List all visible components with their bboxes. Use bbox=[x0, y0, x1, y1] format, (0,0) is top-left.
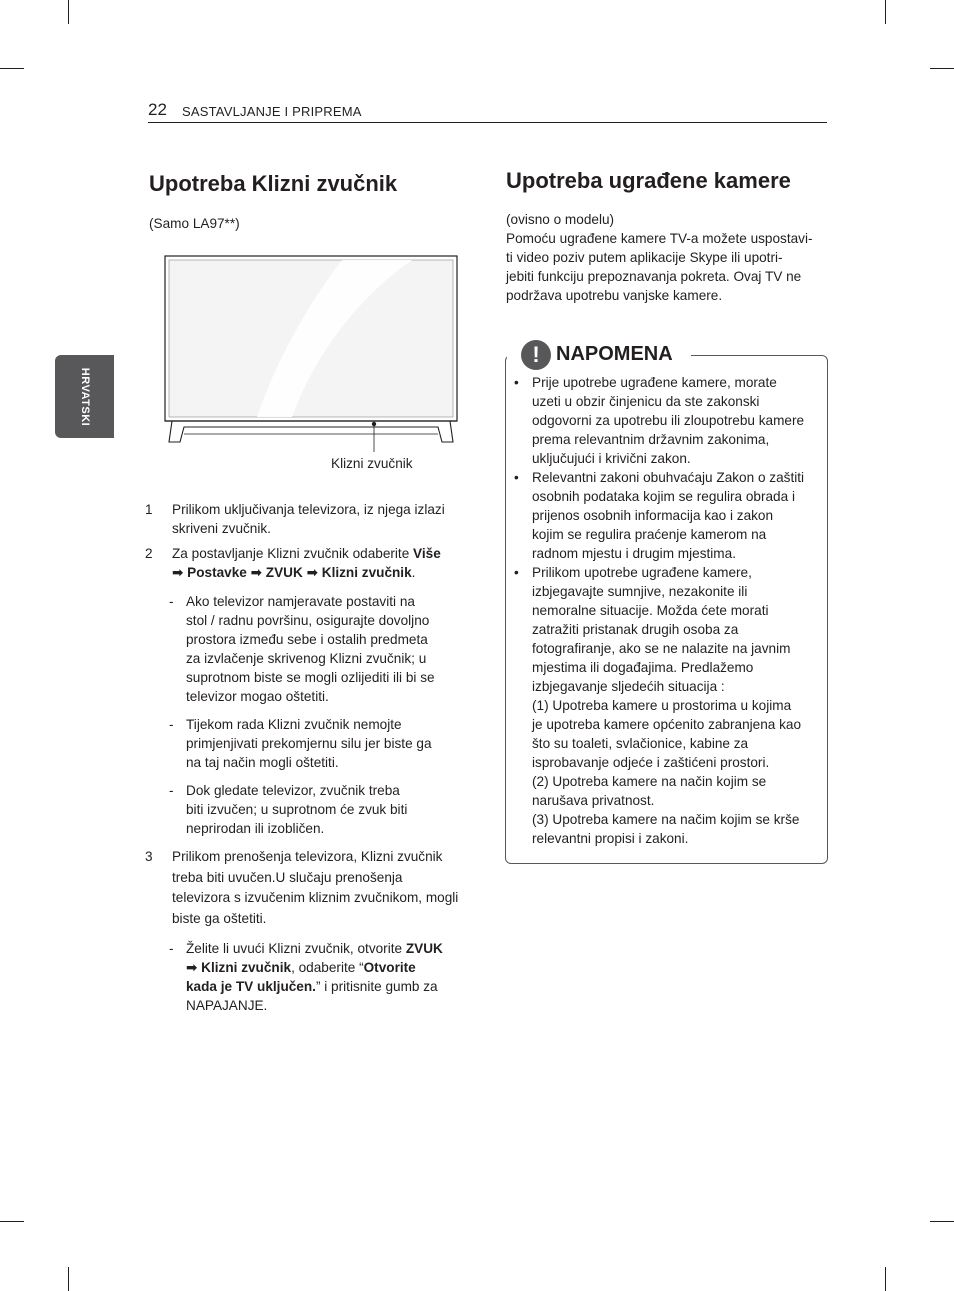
sub-item bbox=[169, 592, 435, 706]
step-line: skriveni zvučnik. bbox=[172, 521, 271, 536]
note-line: Relevantni zakoni obuhvaćaju Zakon o zaštiti bbox=[532, 470, 805, 485]
sub-line: na taj način mogli oštetiti. bbox=[186, 755, 339, 770]
note-item bbox=[514, 468, 822, 563]
note-line: narušava privatnost. bbox=[532, 793, 655, 808]
language-tab-label: HRVATSKI bbox=[78, 367, 91, 426]
step-text: Za postavljanje Klizni zvučnik odaberite bbox=[172, 546, 414, 561]
note-line: uzeti u obzir činjenicu da ste zakonski bbox=[532, 394, 760, 409]
dash-marker: - bbox=[169, 783, 174, 798]
note-line: što su toaleti, svlačionice, kabine za bbox=[532, 736, 749, 751]
option-open: Otvorite bbox=[363, 960, 416, 975]
note-line: (1) Upotreba kamere u prostorima u kojima bbox=[532, 698, 792, 713]
model-note: (Samo LA97**) bbox=[149, 216, 240, 231]
step-number: 1 bbox=[145, 502, 153, 517]
menu-path-sound: ZVUK bbox=[405, 941, 443, 956]
sub-text: , odaberite “ bbox=[291, 960, 364, 975]
note-line: izbjegavanje sljedećih situacija : bbox=[532, 679, 725, 694]
sub-line: biti izvučen; u suprotnom će zvuk biti bbox=[186, 802, 408, 817]
crop-mark bbox=[0, 68, 24, 69]
figure-caption: Klizni zvučnik bbox=[331, 456, 413, 471]
crop-mark bbox=[885, 0, 886, 24]
sub-line: Ako televizor namjeravate postaviti na bbox=[186, 594, 415, 609]
note-line: uključujući i krivični zakon. bbox=[532, 451, 691, 466]
note-line: nemoralne situacije. Možda ćete morati bbox=[532, 603, 769, 618]
menu-path-slide-speaker: ➡ Klizni zvučnik bbox=[186, 960, 292, 975]
step-text: . bbox=[411, 565, 416, 580]
sub-line: NAPAJANJE. bbox=[186, 998, 268, 1013]
note-line: mjestima ili događajima. Predlažemo bbox=[532, 660, 754, 675]
sub-item bbox=[169, 715, 432, 772]
dash-marker: - bbox=[169, 717, 174, 732]
crop-mark bbox=[885, 1267, 886, 1291]
step-line: Prilikom prenošenja televizora, Klizni zvučnik bbox=[172, 849, 443, 864]
note-line: isprobavanje odjeće i zaštićeni prostori. bbox=[532, 755, 770, 770]
step-line: treba biti uvučen.U slučaju prenošenja bbox=[172, 869, 403, 885]
note-line: je upotreba kamere općenito zabranjena kao bbox=[532, 717, 802, 732]
note-line: odgovorni za upotrebu ili zloupotrebu kamere bbox=[532, 413, 805, 428]
sub-line: Tijekom rada Klizni zvučnik nemojte bbox=[186, 717, 402, 732]
option-open-when-on: kada je TV uključen. bbox=[186, 979, 316, 994]
note-item bbox=[514, 373, 822, 468]
note-line: relevantni propisi i zakoni. bbox=[532, 831, 689, 846]
language-tab bbox=[55, 355, 114, 438]
step-number: 3 bbox=[145, 849, 153, 864]
crop-mark bbox=[68, 1267, 69, 1291]
sub-line: prostora između sebe i ostalih predmeta bbox=[186, 632, 428, 647]
note-line: Prije upotrebe ugrađene kamere, morate bbox=[532, 375, 777, 390]
bullet: • bbox=[514, 470, 519, 485]
section-title-slide-speaker: Upotreba Klizni zvučnik bbox=[149, 171, 398, 196]
body-line: ti video poziv putem aplikacije Skype ili upotri- bbox=[506, 250, 783, 265]
page-header bbox=[148, 100, 827, 123]
menu-path-more: Više bbox=[413, 546, 441, 561]
note-item bbox=[514, 563, 822, 848]
note-line: osobnih podataka kojim se regulira obrada i bbox=[532, 489, 795, 504]
note-line: prema relevantnim državnim zakonima, bbox=[532, 432, 770, 447]
dash-marker: - bbox=[169, 594, 174, 609]
dash-marker: - bbox=[169, 941, 174, 956]
page-number: 22 bbox=[148, 100, 167, 119]
crop-mark bbox=[0, 1221, 24, 1222]
note-line: (3) Upotreba kamere na načim kojim se krše bbox=[532, 812, 800, 827]
note-line: izbjegavajte sumnjive, nezakonite ili bbox=[532, 584, 748, 599]
section-name: SASTAVLJANJE I PRIPREMA bbox=[182, 104, 362, 119]
sub-line: suprotnom biste se mogli ozlijediti ili bi se bbox=[186, 670, 435, 685]
bullet: • bbox=[514, 375, 519, 390]
step-line: biste ga oštetiti. bbox=[172, 910, 267, 926]
step-line: televizora s izvučenim kliznim zvučnikom, mogli bbox=[172, 890, 459, 905]
exclamation-icon: ! bbox=[521, 340, 551, 370]
sub-line: za izvlačenje skrivenog Klizni zvučnik; u bbox=[186, 651, 427, 666]
note-line: zatražiti pristanak drugih osoba za bbox=[532, 622, 739, 637]
crop-mark bbox=[930, 68, 954, 69]
note-line: kojim se regulira praćenje kamerom na bbox=[532, 527, 767, 542]
crop-mark bbox=[930, 1221, 954, 1222]
body-line: Pomoću ugrađene kamere TV-a možete uspostavi- bbox=[506, 231, 813, 246]
bullet: • bbox=[514, 565, 519, 580]
note-line: (2) Upotreba kamere na način kojim se bbox=[532, 774, 767, 789]
sub-item bbox=[169, 781, 408, 838]
sub-text: Želite li uvući Klizni zvučnik, otvorite bbox=[186, 941, 406, 956]
step-line: Prilikom uključivanja televizora, iz njega izlazi bbox=[172, 502, 445, 517]
sub-line: stol / radnu površinu, osigurajte dovoljno bbox=[186, 613, 430, 628]
camera-intro bbox=[506, 210, 831, 305]
sub-text: ” i pritisnite gumb za bbox=[315, 979, 438, 994]
note-title: NAPOMENA bbox=[556, 343, 673, 365]
sub-line: neprirodan ili izobličen. bbox=[186, 821, 325, 836]
note-line: fotografiranje, ako se ne nalazite na javnim bbox=[532, 641, 791, 656]
body-line: podržava upotrebu vanjske kamere. bbox=[506, 288, 723, 303]
step-number: 2 bbox=[145, 546, 153, 561]
body-line: (ovisno o modelu) bbox=[506, 212, 615, 227]
section-title-camera: Upotreba ugrađene kamere bbox=[506, 168, 791, 193]
step-3 bbox=[145, 847, 459, 929]
sub-line: primjenjivati prekomjernu silu jer biste ga bbox=[186, 736, 432, 751]
sub-line: Dok gledate televizor, zvučnik treba bbox=[186, 783, 400, 798]
crop-mark bbox=[68, 0, 69, 24]
note-line: Prilikom upotrebe ugrađene kamere, bbox=[532, 565, 752, 580]
sub-line: televizor mogao oštetiti. bbox=[186, 689, 329, 704]
body-line: jebiti funkciju prepoznavanja pokreta. Ovaj TV ne bbox=[506, 269, 802, 284]
note-line: prijenos osobnih informacija kao i zakon bbox=[532, 508, 774, 523]
note-line: radnom mjestu i drugim mjestima. bbox=[532, 546, 736, 561]
menu-path: ➡ Postavke ➡ ZVUK ➡ Klizni zvučnik bbox=[172, 565, 412, 580]
sub-item bbox=[169, 939, 443, 1015]
tv-illustration bbox=[162, 252, 462, 452]
step-2 bbox=[145, 544, 441, 582]
step-1 bbox=[145, 500, 445, 538]
